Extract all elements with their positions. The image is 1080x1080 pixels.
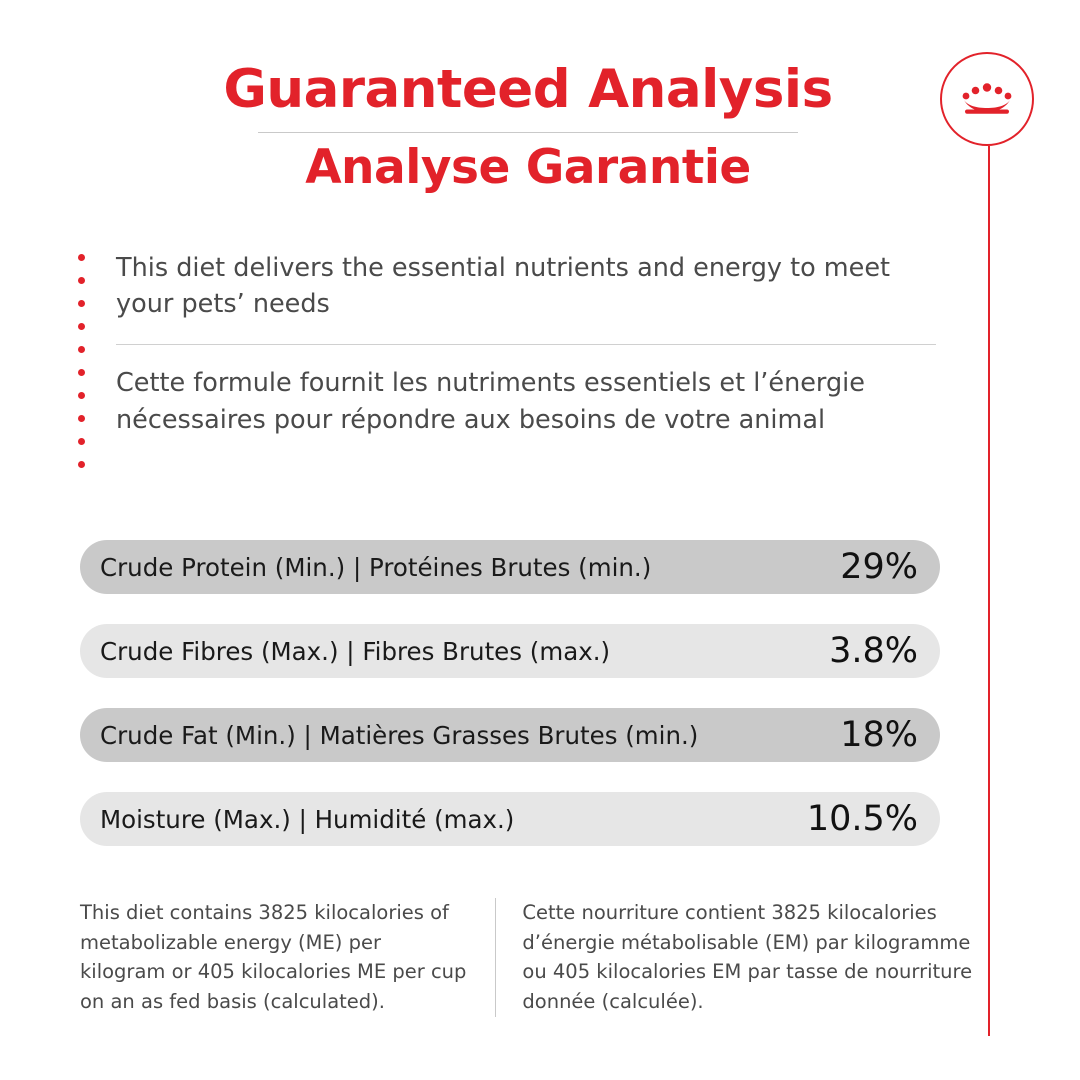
rail-dot — [78, 277, 85, 284]
dotted-rail — [78, 254, 86, 468]
page-title — [0, 59, 1056, 195]
nutrient-row — [80, 792, 940, 846]
footnote-english: This diet contains 3825 kilocalories of metabolizable energy (ME) per kilogram or 405 kilocalories ME per cup on an as fed basis (calculated). — [80, 901, 467, 1013]
nutrient-row — [80, 624, 940, 678]
nutrient-label: Crude Protein (Min.) | Protéines Brutes (min.) — [100, 552, 652, 582]
rail-dot — [78, 438, 85, 445]
royal-crown-icon — [959, 79, 1015, 119]
nutrient-value: 3.8% — [829, 630, 918, 671]
title-french: Analyse Garantie — [305, 139, 751, 195]
nutrient-value: 10.5% — [806, 798, 918, 839]
title-divider — [258, 132, 798, 133]
intro-block — [78, 250, 938, 468]
rail-dot — [78, 323, 85, 330]
rail-dot — [78, 461, 85, 468]
logo-circle — [940, 52, 1034, 146]
intro-text — [116, 250, 938, 468]
rail-dot — [78, 346, 85, 353]
footnote-french: Cette nourriture contient 3825 kilocalories d’énergie métabolisable (EM) par kilogramme ou 405 kilocalories EM par tasse de nourriture donnée (calculée). — [522, 901, 973, 1013]
nutrient-row — [80, 540, 940, 594]
footnote-block — [80, 898, 980, 1017]
nutrient-label: Crude Fat (Min.) | Matières Grasses Brutes (min.) — [100, 720, 699, 750]
rail-dot — [78, 300, 85, 307]
rail-dot — [78, 254, 85, 261]
nutrient-label: Moisture (Max.) | Humidité (max.) — [100, 804, 515, 834]
rail-dot — [78, 392, 85, 399]
nutrient-value: 18% — [840, 714, 918, 755]
rail-dot — [78, 369, 85, 376]
footnote-divider — [495, 898, 496, 1017]
nutrient-row — [80, 708, 940, 762]
nutrient-list — [80, 540, 940, 876]
title-english: Guaranteed Analysis — [223, 59, 833, 120]
red-vertical-rule — [988, 146, 991, 1036]
nutrient-value: 29% — [840, 546, 918, 587]
intro-text-french: Cette formule fournit les nutriments essentiels et l’énergie nécessaires pour répondre aux besoins de votre animal — [116, 368, 865, 435]
rail-dot — [78, 415, 85, 422]
intro-divider — [116, 344, 936, 345]
nutrient-label: Crude Fibres (Max.) | Fibres Brutes (max.) — [100, 636, 611, 666]
intro-text-english: This diet delivers the essential nutrients and energy to meet your pets’ needs — [116, 253, 891, 320]
